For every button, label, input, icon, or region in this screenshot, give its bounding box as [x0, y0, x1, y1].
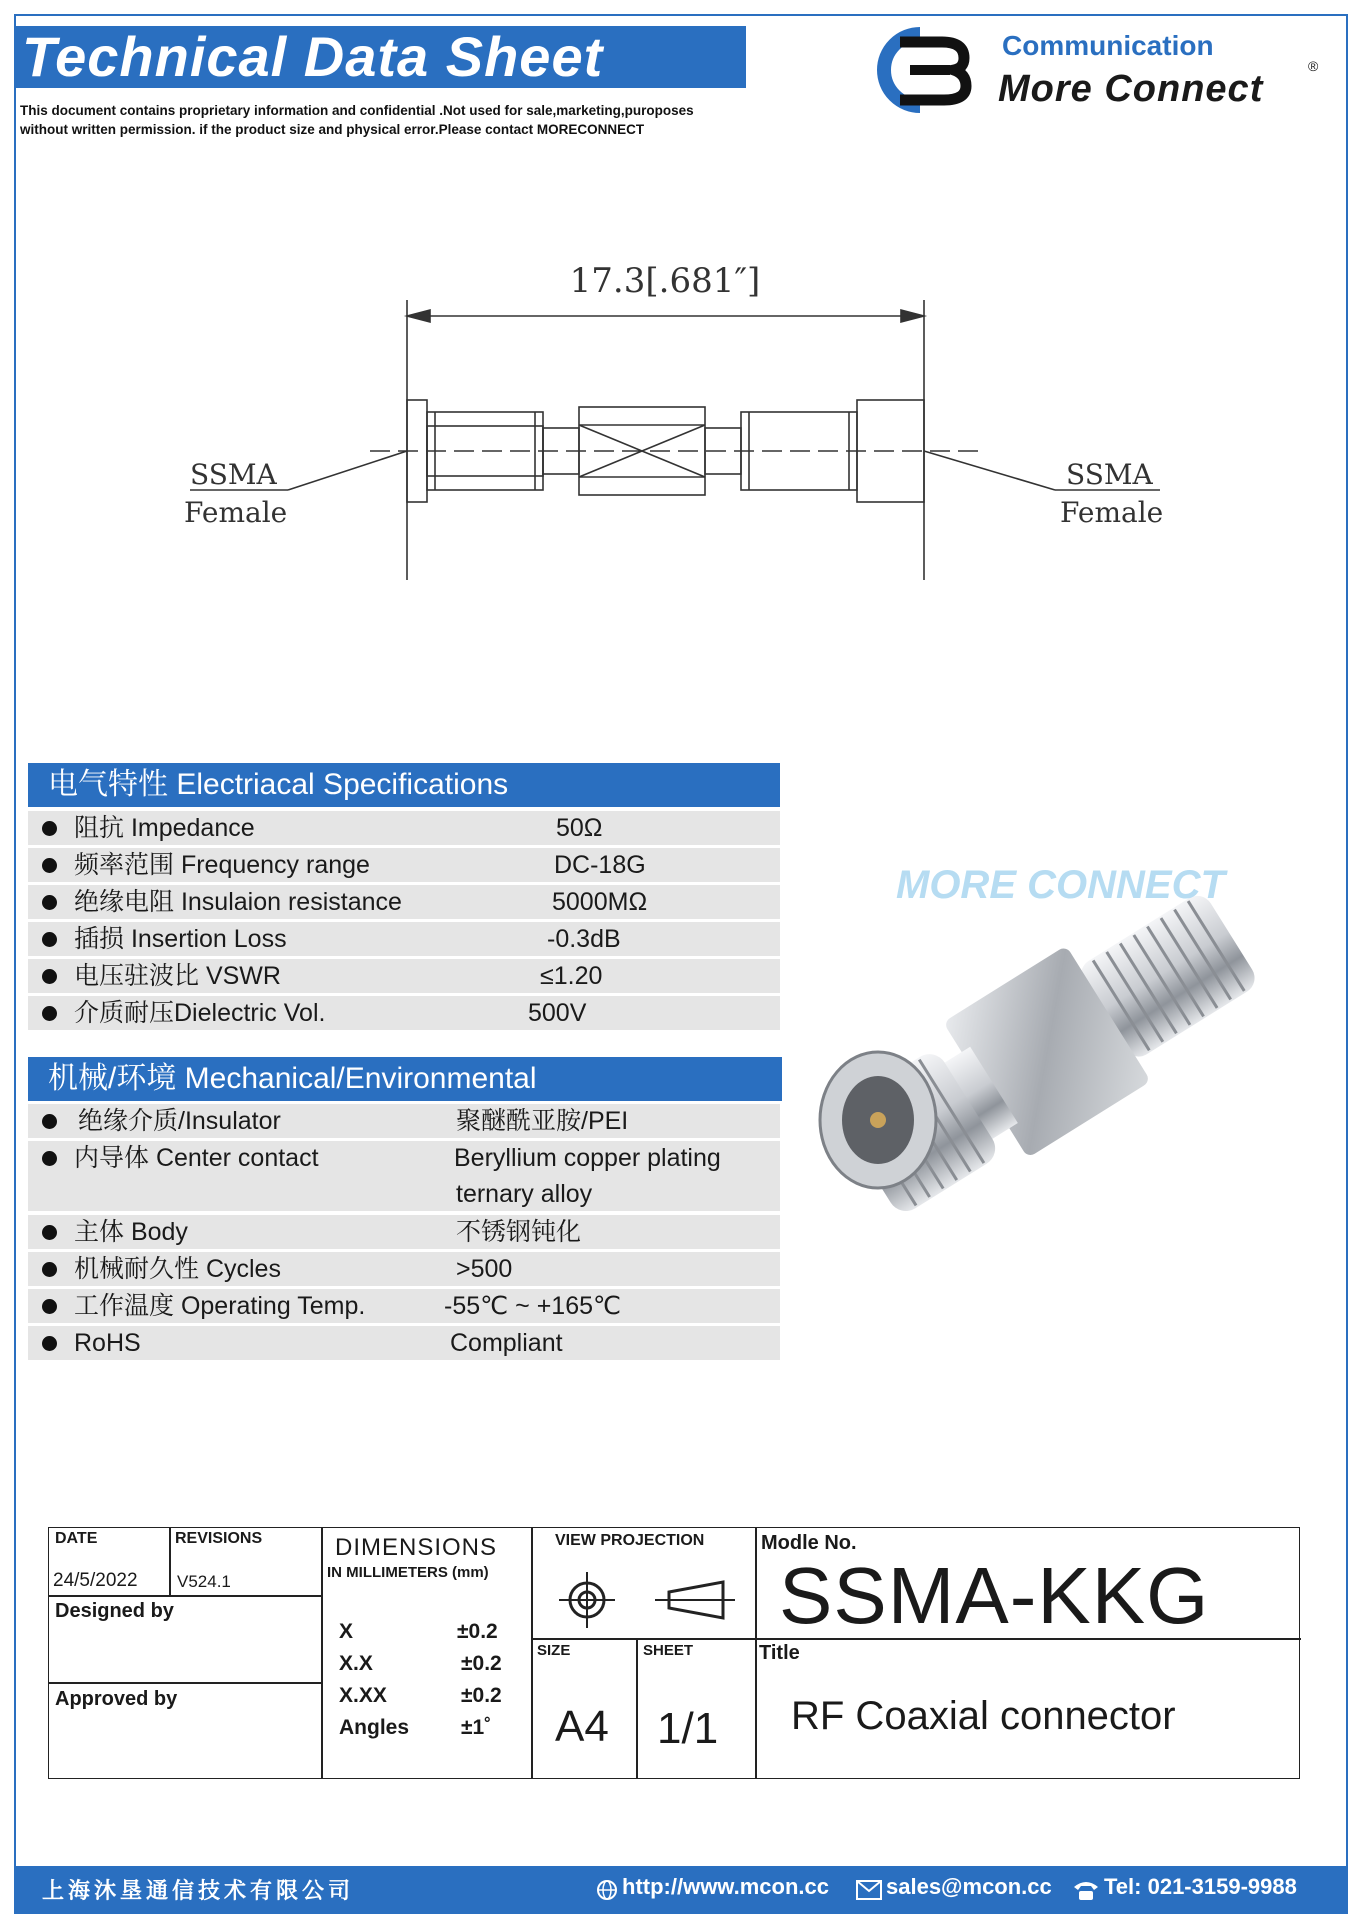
- dimensions-units: IN MILLIMETERS (mm): [327, 1564, 489, 1581]
- right-label-type: SSMA: [1066, 458, 1153, 491]
- spec-value: 50Ω: [556, 814, 603, 842]
- spec-label: RoHS: [74, 1329, 141, 1357]
- footer-bar: [14, 1866, 1348, 1914]
- watermark: MORE CONNECT: [896, 863, 1225, 907]
- sheet-label: SHEET: [643, 1642, 694, 1659]
- dimensions-label: DIMENSIONS: [335, 1534, 498, 1561]
- tolerance-value: ±0.2: [461, 1652, 502, 1675]
- email-link[interactable]: sales@mcon.cc: [886, 1874, 1052, 1899]
- cb-logo-icon: [862, 28, 972, 112]
- product-title: RF Coaxial connector: [791, 1694, 1176, 1738]
- spec-row: [28, 1104, 780, 1138]
- spec-row: [28, 922, 780, 956]
- spec-value: >500: [456, 1255, 513, 1283]
- spec-value: 聚醚酰亚胺/PEI: [456, 1107, 629, 1135]
- company-name: 上海沐垦通信技术有限公司: [42, 1878, 355, 1904]
- spec-value: 5000MΩ: [552, 888, 648, 916]
- leader-right: [924, 451, 1055, 490]
- tolerance-label: X.X: [339, 1652, 373, 1675]
- tolerance-label: X: [339, 1620, 354, 1643]
- title-block: [48, 1527, 1300, 1779]
- spec-row: [28, 1252, 780, 1286]
- model-number: SSMA-KKG: [779, 1551, 1210, 1640]
- spec-label: 工作温度 Operating Temp.: [74, 1292, 366, 1320]
- spec-label: 内导体 Center contact: [74, 1144, 319, 1172]
- bullet-icon: [42, 932, 57, 947]
- designed-by-label: Designed by: [55, 1600, 174, 1622]
- cone-projection-icon: [655, 1578, 735, 1622]
- spec-label: 机械耐久性 Cycles: [74, 1255, 281, 1283]
- spec-label: 电压驻波比 VSWR: [74, 962, 281, 990]
- dimension-value: 17.3[.681″]: [569, 261, 761, 301]
- approved-by-label: Approved by: [55, 1688, 178, 1710]
- bullet-icon: [42, 1262, 57, 1277]
- phone-icon: [1072, 1879, 1100, 1901]
- phone-number: Tel: 021-3159-9988: [1104, 1874, 1297, 1899]
- spec-row: [28, 959, 780, 993]
- left-label-gender: Female: [184, 496, 288, 529]
- bullet-icon: [42, 1151, 57, 1166]
- left-label-type: SSMA: [190, 458, 277, 491]
- spec-label: 频率范围 Frequency range: [74, 851, 370, 879]
- bullet-icon: [42, 821, 57, 836]
- disclaimer-line-2: without written permission. if the product size and physical error.Please contact MORECONNECT: [20, 122, 645, 137]
- spec-value: Beryllium copper plating: [454, 1144, 721, 1172]
- spec-row: [28, 1141, 780, 1211]
- spec-value: -55℃ ~ +165℃: [444, 1292, 622, 1320]
- spec-value: DC-18G: [554, 851, 646, 879]
- date-value: 24/5/2022: [53, 1570, 138, 1591]
- website-link[interactable]: http://www.mcon.cc: [622, 1874, 829, 1899]
- connector-photo: [816, 863, 1296, 1232]
- spec-value: 不锈钢钝化: [456, 1218, 582, 1246]
- tolerance-label: Angles: [339, 1716, 410, 1739]
- spec-value: ≤1.20: [540, 962, 603, 990]
- spec-value-continued: ternary alloy: [456, 1180, 593, 1208]
- bullet-icon: [42, 1336, 57, 1351]
- document-title: Technical Data Sheet: [14, 26, 746, 88]
- title-label: Title: [759, 1642, 800, 1664]
- spec-row: [28, 885, 780, 919]
- leader-left: [288, 451, 407, 490]
- bullet-icon: [42, 1114, 57, 1129]
- bullet-icon: [42, 1006, 57, 1021]
- spec-label: 主体 Body: [74, 1218, 188, 1246]
- spec-value: 500V: [528, 999, 587, 1027]
- dim-arrow-left: [407, 310, 430, 322]
- view-projection-label: VIEW PROJECTION: [555, 1532, 705, 1549]
- spec-row: [28, 996, 780, 1030]
- bullet-icon: [42, 895, 57, 910]
- date-label: DATE: [55, 1530, 98, 1547]
- spec-row: [28, 811, 780, 845]
- spec-value: Compliant: [450, 1329, 563, 1357]
- disclaimer: [20, 101, 760, 139]
- dim-arrow-right: [901, 310, 924, 322]
- revisions-label: REVISIONS: [175, 1530, 263, 1547]
- tolerance-value: ±0.2: [457, 1620, 498, 1643]
- spec-label: 绝缘介质/Insulator: [78, 1107, 281, 1135]
- brand-name: More Connect: [998, 68, 1264, 110]
- spec-value: -0.3dB: [547, 925, 621, 953]
- size-label: SIZE: [537, 1642, 571, 1659]
- globe-icon: [596, 1879, 618, 1901]
- spec-label: 插损 Insertion Loss: [74, 925, 287, 953]
- model-label: Modle No.: [761, 1532, 857, 1554]
- spec-label: 阻抗 Impedance: [74, 814, 255, 842]
- revision-value: V524.1: [177, 1572, 231, 1591]
- right-label-gender: Female: [1060, 496, 1164, 529]
- bullet-icon: [42, 1225, 57, 1240]
- spec-label: 介质耐压Dielectric Vol.: [74, 999, 326, 1027]
- bullet-icon: [42, 969, 57, 984]
- connector-drawing: [184, 250, 1164, 650]
- tolerance-value: ±0.2: [461, 1684, 502, 1707]
- spec-row: [28, 848, 780, 882]
- tolerance-value: ±1˚: [461, 1716, 492, 1739]
- center-pin: [870, 1112, 886, 1128]
- sheet-value: 1/1: [657, 1704, 719, 1753]
- spec-label: 绝缘电阻 Insulaion resistance: [74, 888, 402, 916]
- mechanical-heading: 机械/环境 Mechanical/Environmental: [28, 1057, 782, 1101]
- envelope-icon: [856, 1880, 882, 1900]
- registered-mark: ®: [1308, 58, 1319, 74]
- bullet-icon: [42, 1299, 57, 1314]
- electrical-heading: 电气特性 Electriacal Specifications: [28, 763, 780, 807]
- tolerance-label: X.XX: [339, 1684, 387, 1707]
- brand-tagline: Communication: [1002, 30, 1214, 61]
- disclaimer-line-1: This document contains proprietary information and confidential .Not used for sale,marketing,puroposes: [20, 103, 694, 118]
- size-value: A4: [555, 1702, 609, 1751]
- spec-row: [28, 1326, 780, 1360]
- spec-row: [28, 1215, 780, 1249]
- bullet-icon: [42, 858, 57, 873]
- first-angle-projection-icon: [557, 1570, 617, 1630]
- spec-row: [28, 1289, 780, 1323]
